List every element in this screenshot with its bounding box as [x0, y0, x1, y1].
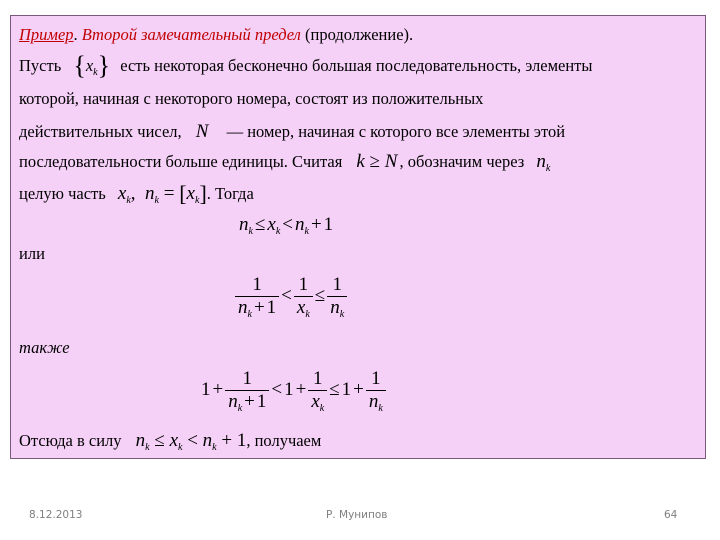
body-line-3 — [19, 122, 565, 142]
text-then: . Тогда — [206, 184, 254, 203]
text-or-line — [19, 244, 45, 264]
body-line-5 — [19, 181, 254, 206]
title-line — [19, 25, 413, 45]
footer-author: Р. Мунипов — [326, 509, 388, 521]
text-real-numbers: действительных чисел, — [19, 122, 182, 141]
title-dot: . — [73, 25, 82, 44]
text-is-seq: есть некоторая бесконечно большая последовательность, элементы — [120, 56, 593, 75]
text-denote: , обозначим через — [399, 152, 525, 171]
body-line-1 — [19, 51, 593, 80]
text-which: которой, начиная с некоторого номера, состоят из положительных — [19, 89, 484, 108]
text-let: Пусть — [19, 56, 62, 75]
formula-integer-part: $x_k$, $n_k = [x_k]$ — [117, 181, 207, 206]
body-line-9 — [19, 431, 321, 451]
text-also: также — [19, 338, 70, 357]
formula-sequence-xk: $\{x_k\}$ — [73, 51, 111, 80]
body-line-2 — [19, 89, 483, 109]
text-also-line — [19, 338, 70, 358]
formula-inequality-inline: $n_k \le x_k < n_k + 1$ — [135, 430, 247, 453]
text-integer-part: целую часть — [19, 184, 106, 203]
formula-N: N — [195, 121, 209, 142]
title-suffix: (продолжение). — [300, 25, 414, 44]
text-hence: Отсюда в силу — [19, 431, 122, 450]
title-name: Второй замечательный предел — [81, 25, 301, 44]
title-prefix: Пример — [19, 25, 74, 44]
slide-content — [10, 15, 706, 459]
text-we-get: , получаем — [246, 431, 322, 450]
formula-k-ge-N: k ≥ N — [356, 151, 398, 172]
formula-inequality-1: $n_k \le x_k < n_k + 1$ — [239, 214, 334, 237]
formula-inequality-2: $\frac{1}{n_k + 1}$ < $\frac{1}{x_k}$ ≤ $\frac{1}{n_k}$ — [235, 274, 347, 319]
formula-inequality-3: 1 + $\frac{1}{n_k + 1}$ < 1 + $\frac{1}{x_k}$ ≤ 1 + $\frac{1}{n_k}$ — [201, 368, 386, 413]
formula-nk: $n_k$ — [536, 151, 551, 174]
body-line-4 — [19, 152, 550, 172]
text-or: или — [19, 244, 45, 263]
text-number-from: — номер, начиная с которого все элементы этой — [226, 122, 566, 141]
footer-date: 8.12.2013 — [29, 509, 83, 521]
footer-page-number: 64 — [664, 509, 678, 521]
text-considering: последовательности больше единицы. Считая — [19, 152, 343, 171]
